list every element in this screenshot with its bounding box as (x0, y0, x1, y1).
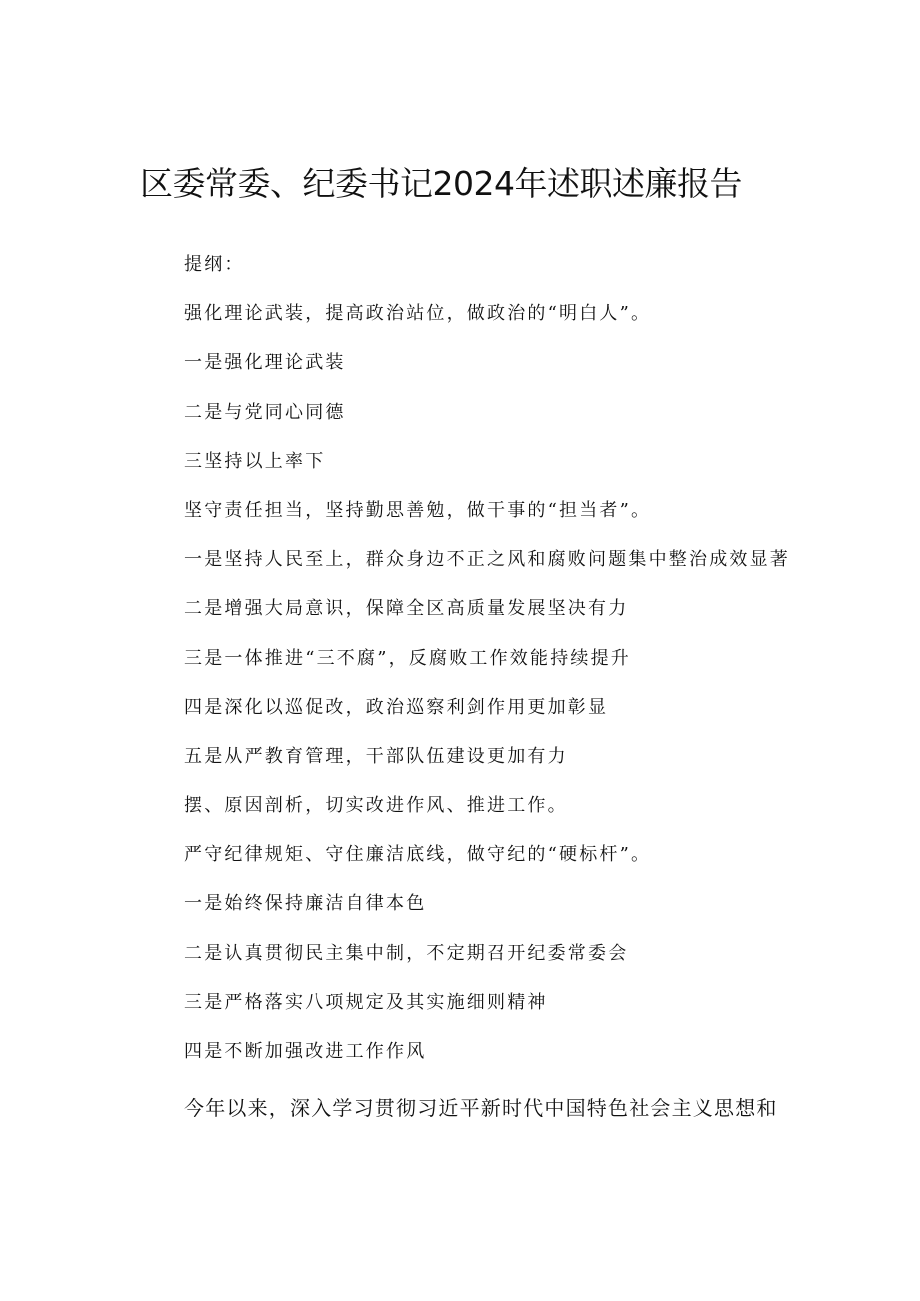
outline-item: 三坚持以上率下 (184, 450, 326, 472)
outline-item: 四是深化以巡促改，政治巡察利剑作用更加彰显 (184, 696, 609, 718)
section-heading-2: 坚守责任担当，坚持勤思善勉，做干事的“担当者”。 (184, 499, 652, 521)
outline-item: 一是始终保持廉洁自律本色 (184, 893, 427, 915)
outline-item: 三是一体推进“三不腐”，反腐败工作效能持续提升 (184, 647, 632, 669)
outline-item: 二是与党同心同德 (184, 401, 346, 423)
document-title: 区委常委、纪委书记2024年述职述廉报告 (140, 164, 742, 203)
outline-item: 一是坚持人民至上，群众身边不正之风和腐败问题集中整治成效显著 (184, 549, 790, 571)
outline-item: 五是从严教育管理，干部队伍建设更加有力 (184, 745, 568, 767)
outline-item: 二是增强大局意识，保障全区高质量发展坚决有力 (184, 598, 629, 620)
outline-item: 一是强化理论武装 (184, 352, 346, 374)
section-heading-3: 严守纪律规矩、守住廉洁底线，做守纪的“硬标杆”。 (184, 844, 652, 866)
body-paragraph: 今年以来，深入学习贯彻习近平新时代中国特色社会主义思想和 (184, 1096, 778, 1121)
outline-item: 三是严格落实八项规定及其实施细则精神 (184, 991, 548, 1013)
outline-item: 摆、原因剖析，切实改进作风、推进工作。 (184, 795, 568, 817)
outline-item: 四是不断加强改进工作作风 (184, 1041, 427, 1063)
document-body (140, 240, 790, 1133)
outline-label: 提纲： (184, 254, 245, 275)
outline-item: 二是认真贯彻民主集中制，不定期召开纪委常委会 (184, 942, 629, 964)
section-heading-1: 强化理论武装，提高政治站位，做政治的“明白人”。 (184, 303, 652, 325)
